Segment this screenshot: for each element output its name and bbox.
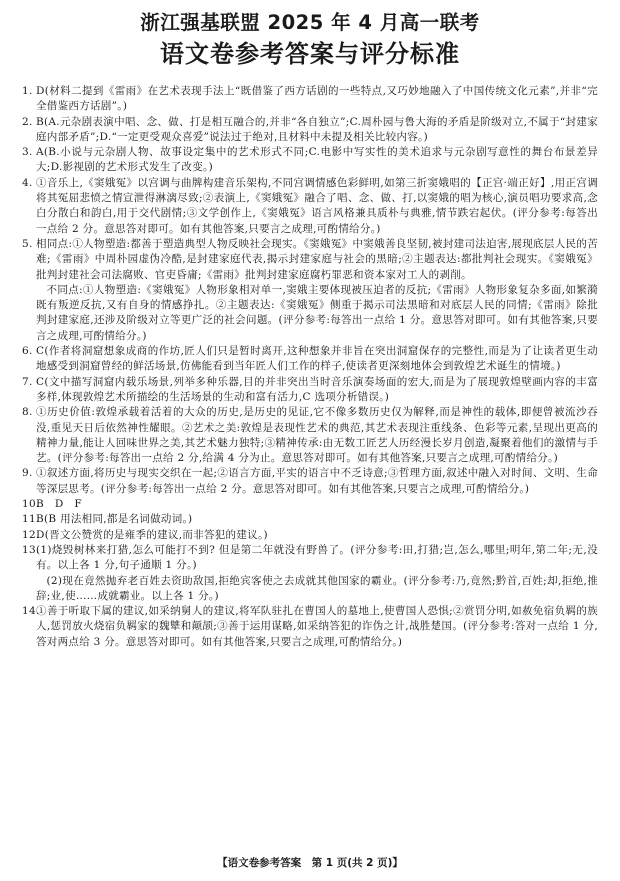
answer-text: 相同点:①人物塑造:都善于塑造典型人物反映社会现实。《窦娥冤》中窦娥善良坚韧,被封建司法迫害,展现底层人民的苦难;《雷雨》中周朴园虚伪冷酷,是封建家庭代表,揭示封建家庭与社会的黑暗;②主题表达:都批判社会现实。《窦娥冤》批判封建社会司法腐败、官吏昏庸;《雷雨》批判封建家庭腐朽罪恶和资本家对工人的剥削。 [36,237,598,281]
answer-item [22,543,598,604]
answer-text: D(晋文公赞赏的是雍季的建议,而非答犯的建议。) [36,528,268,541]
answer-number: 10. [22,498,40,511]
answer-text: ①历史价值:敦煌承载着活着的大众的历史,是历史的见证,它不像多数历史仅为解释,而是神性的载体,即便曾被流沙吞没,重见天日后依然神性耀眼。②艺术之美:敦煌是表现性艺术的典范,其艺术表现注重线条、色彩等元素,呈现出更高的精神力量,能让人回味世界之美,其艺术魅力独特;③精神传承:由无数工匠艺人历经漫长岁月创造,凝聚着他们的激情与手艺。(评分参考:每答出一点给 2 分,给满 4 分为止。意思答对即可。如有其他答案,只要言之成理,可酌情给分。) [36,406,598,465]
answer-item [22,84,598,115]
page-footer: 【语文卷参考答案 第 1 页(共 2 页)】 [217,857,403,869]
answer-text: B(A.元杂剧表演中唱、念、做、打是相互融合的,并非“各自独立”;C.周朴园与鲁大海的矛盾是阶级对立,不属于“封建家庭内部矛盾”;D.“一定更受观众喜爱”说法过于绝对,且材料中未提及相关比较内容。) [36,115,598,143]
answer-text: D(材料二提到《雷雨》在艺术表现手法上“既借鉴了西方话剧的一些特点,又巧妙地融入了中国传统文化元素”,并非“完全借鉴西方话剧”。) [36,85,598,113]
answer-number: 5. [22,237,33,250]
answer-text: B D F [36,498,82,511]
answer-text: (2)现在竟然抛弃老百姓去资助敌国,拒绝宾客使之去成就其他国家的霸业。(评分参考:乃,竟然;黔首,百姓;却,拒绝,推辞;业,使……成就霸业。以上各 1 分。) [36,574,598,602]
answer-text: C(文中描写洞窟内载乐场景,列举多种乐器,目的并非突出当时音乐演奏场面的宏大,而是为了展现敦煌壁画内容的丰富多样,体现敦煌艺术所描绘的生活场景的生动和富有活力,C 选项分析错误。) [36,375,598,403]
answer-text: ①音乐上,《窦娥冤》以宫调与曲牌构建音乐架构,不同宫调情感色彩鲜明,如第三折窦娥唱的【正宫·端正好】,用正宫调将其冤屈悲愤之情宣泄得淋漓尽致;②表演上,《窦娥冤》融合了唱、念、做、打,以窦娥的唱为核心,演员唱功要求高,念白分散白和韵白,用于交代剧情;③文学创作上,《窦娥冤》语言风格兼具质朴与典雅,情节跌宕起伏。(评分参考:每答出一点给 2 分。意思答对即可。如有其他答案,只要言之成理,可酌情给分。) [36,176,598,235]
answer-number: 11. [22,513,40,526]
answer-number: 3. [22,146,33,159]
answer-item [22,512,598,527]
answer-item [22,405,598,466]
answer-number: 12. [22,528,40,541]
answer-text: A(B.小说与元杂剧人物、故事设定集中的艺术形式不同;C.电影中写实性的美术追求与元杂剧写意性的舞台布景差异大;D.影视剧的艺术形式发生了改变。) [36,146,598,174]
answer-list [22,84,598,650]
answer-text: 不同点:①人物塑造:《窦娥冤》人物形象相对单一,窦娥主要体现被压迫者的反抗;《雷雨》人物形象复杂多面,如繁漪既有叛逆反抗,又有自身的情感挣扎。②主题表达:《窦娥冤》侧重于揭示司法黑暗和对底层人民的同情;《雷雨》除批判封建家庭,还涉及阶级对立等更广泛的社会问题。(评分参考:每答出一点给 1 分。意思答对即可。如有其他答案,只要言之成理,可酌情给分。) [36,283,598,342]
answer-number: 7. [22,375,33,388]
answer-text: C(作者将洞窟想象成商的作坊,匠人们只是暂时离开,这种想象并非旨在突出洞窟保存的完整性,而是为了让读者更生动地感受到洞窟曾经的鲜活场景,仿佛能看到当年匠人们工作的样子,使读者更深刻地体会到敦煌艺术诞生的情境。) [36,345,598,373]
answer-number: 13. [22,543,40,556]
answer-item [22,375,598,406]
answer-item [22,176,598,237]
answer-number: 4. [22,176,33,189]
exam-title: 浙江强基联盟 2025 年 4 月高一联考 [140,11,480,34]
answer-text: (1)烧毁树林来打猎,怎么可能打不到? 但是第二年就没有野兽了。(评分参考:田,打猎;岂,怎么,哪里;明年,第二年;无,没有。以上各 1 分,句子通顺 1 分。) [36,543,598,572]
answer-item [22,237,598,344]
answer-item [22,115,598,146]
answer-text: ①善于听取下属的建议,如采纳舅人的建议,将军队驻扎在曹国人的墓地上,使曹国人恐惧;②赏罚分明,如赦免宿负羁的族人,惩罚放火烧宿负羁家的魏犨和颠颉;③善于运用谋略,如采纳答犯的诈伪之计,战胜楚国。(评分参考:答对一点给 1 分,答对两点给 3 分。意思答对即可。如有其他答案,只要言之成理,可酌情给分。) [36,605,598,648]
answer-text: B(B 用法相同,都是名词做动词。) [36,513,193,526]
answer-item [22,497,598,512]
answer-text: ①叙述方面,将历史与现实交织在一起;②语言方面,平实的语言中不乏诗意;③哲理方面,叙述中融入对时间、文明、生命等深层思考。(评分参考:每答出一点给 2 分。意思答对即可。如有其他答案,只要言之成理,可酌情给分。) [36,467,598,495]
answer-number: 14. [22,605,40,618]
answer-item [22,466,598,497]
answer-number: 8. [22,406,33,419]
answer-number: 9. [22,467,33,480]
answer-number: 1. [22,85,33,97]
answer-item [22,344,598,375]
answer-number: 2. [22,115,33,128]
answer-number: 6. [22,345,33,358]
answer-item [22,528,598,543]
answer-key-title: 语文卷参考答案与评分标准 [160,40,460,68]
answer-item [22,604,598,650]
answer-item [22,145,598,176]
